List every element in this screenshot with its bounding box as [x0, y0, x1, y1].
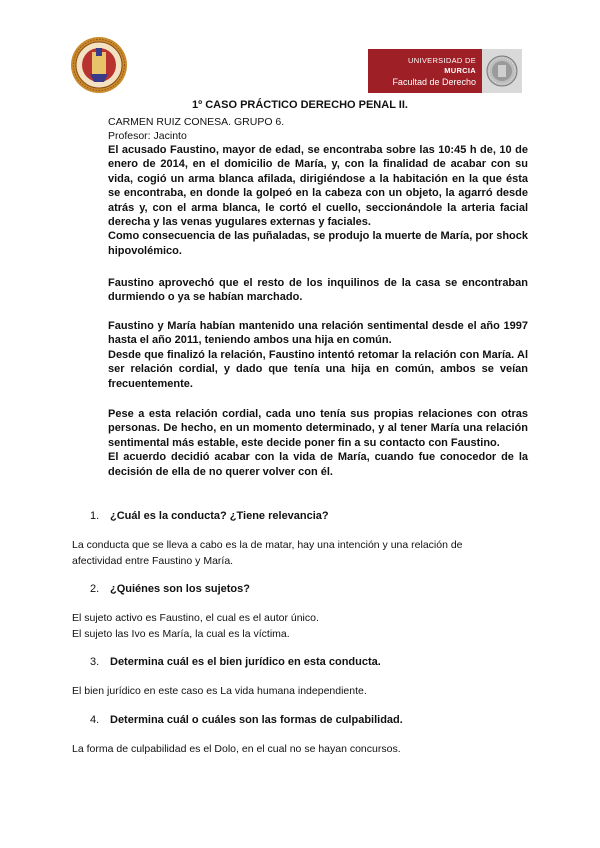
case-paragraph-text: Pese a esta relación cordial, cada uno tenía sus propias relaciones con otras personas. De hecho, en un momento determinado, y al tener María una relación sentimental más estable, este decide poner fin a su contacto con Faustino. [108, 408, 528, 449]
case-paragraph-2 [108, 276, 528, 305]
question-text: ¿Quiénes son los sujetos? [110, 583, 250, 595]
question-text: ¿Cuál es la conducta? ¿Tiene relevancia? [110, 510, 329, 522]
case-paragraph-1 [108, 143, 528, 258]
question-number: 2. [90, 583, 100, 595]
question-1 [90, 509, 329, 523]
university-line2: MURCIA [444, 65, 476, 75]
university-seal-icon [482, 49, 522, 93]
professor-line: Profesor: Jacinto [108, 130, 187, 142]
author-line: CARMEN RUIZ CONESA. GRUPO 6. [108, 116, 285, 128]
case-paragraph-text: Desde que finalizó la relación, Faustino intentó retomar la relación con María. Al ser relación cordial, y dado que tenía una hija en común, ambos se veían frecuentemente. [108, 348, 528, 390]
case-paragraph-text: El acusado Faustino, mayor de edad, se encontraba sobre las 10:45 h de, 10 de enero de 2014, en el domicilio de María, y, con la finalidad de acabar con su vida, cogió un arma blanca afilada, dirigiéndose a la habitación en la que ésta se encontraba, en donde la golpeó en la cabeza con un objeto, la agarró desde atrás y, con el arma blanca, le cortó el cuello, seccionándole la arteria facial derecha y las venas yugulares externas y faciales. [108, 144, 528, 229]
question-number: 4. [90, 714, 100, 726]
answer-line: El bien jurídico en este caso es La vida humana independiente. [72, 685, 367, 697]
case-paragraph-text: Faustino y María habían mantenido una relación sentimental desde el año 1997 hasta el año 2011, teniendo ambos una hija en común. [108, 320, 528, 347]
document-title: 1º CASO PRÁCTICO DERECHO PENAL II. [192, 99, 408, 111]
question-3 [90, 655, 381, 669]
answer-line: La conducta que se lleva a cabo es la de matar, hay una intención y una relación de [72, 539, 463, 551]
university-seal-logo [70, 36, 128, 94]
university-logo [368, 49, 522, 93]
case-paragraph-text: Faustino aprovechó que el resto de los inquilinos de la casa se encontraban durmiendo o ya se habían marchado. [108, 277, 528, 304]
answer-3 [72, 683, 532, 699]
university-line1: UNIVERSIDAD DE [408, 55, 476, 65]
answer-4 [72, 741, 532, 757]
answer-line: El sujeto las Ivo es María, la cual es la víctima. [72, 628, 290, 640]
question-4 [90, 713, 403, 727]
question-text: Determina cuál o cuáles son las formas de culpabilidad. [110, 714, 403, 726]
question-number: 3. [90, 656, 100, 668]
answer-1 [72, 537, 532, 569]
answer-line: La forma de culpabilidad es el Dolo, en el cual no se hayan concursos. [72, 743, 401, 755]
question-2 [90, 582, 250, 596]
answer-line: El sujeto activo es Faustino, el cual es el autor único. [72, 612, 319, 624]
answer-2 [72, 610, 532, 642]
case-paragraph-4 [108, 407, 528, 479]
answer-line: afectividad entre Faustino y María. [72, 555, 234, 567]
case-paragraph-text: El acuerdo decidió acabar con la vida de María, cuando fue conocedor de la decisión de ella de no querer volver con él. [108, 451, 528, 478]
faculty-name: Facultad de Derecho [392, 76, 476, 87]
case-paragraph-text: Como consecuencia de las puñaladas, se produjo la muerte de María, por shock hipovolémico. [108, 230, 528, 257]
case-paragraph-3 [108, 319, 528, 391]
question-text: Determina cuál es el bien jurídico en esta conducta. [110, 656, 381, 668]
question-number: 1. [90, 510, 100, 522]
